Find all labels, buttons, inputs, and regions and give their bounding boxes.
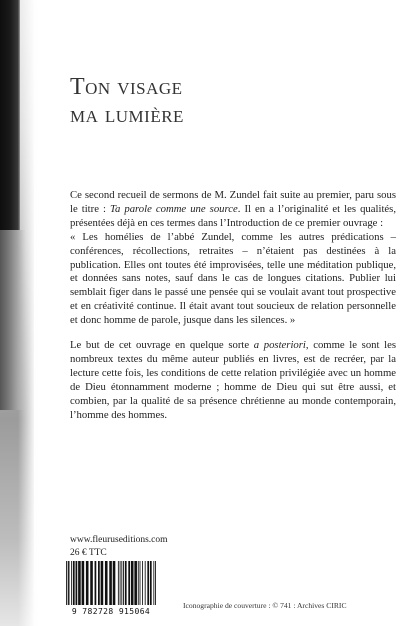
barcode-bar xyxy=(140,561,141,605)
barcode-bar xyxy=(113,561,116,605)
barcode-bar xyxy=(105,561,108,605)
isbn-number: 9 782728 915064 xyxy=(71,607,151,616)
barcode-bar xyxy=(68,561,69,605)
blurb xyxy=(70,189,396,423)
title-line-1: Ton visage xyxy=(70,74,183,100)
barcode-bar xyxy=(71,561,72,605)
barcode-bar xyxy=(73,561,75,605)
blurb-paragraph-1 xyxy=(70,189,396,328)
cover-photo-edge xyxy=(0,0,34,626)
barcode-bar xyxy=(78,561,81,605)
barcode-bar xyxy=(155,561,156,605)
cover-credit: Iconographie de couverture : © 741 : Archives CIRIC xyxy=(183,601,347,610)
blurb-p2-text-b: , comme le sont les nombreux textes du même auteur publiés en livres, est de recréer, par la lecture cette fois, les conditions de cette relation privilégiée avec un homme de Dieu étonnamment moderne ; homme de Dieu qui sut être aussi, et combien, par la qualité de sa présence chrétienne au monde contemporain, l’homme des hommes. xyxy=(70,339,396,421)
barcode-bar xyxy=(101,561,104,605)
barcode-bar xyxy=(147,561,149,605)
barcode-bar xyxy=(134,561,137,605)
price: 26 € TTC xyxy=(70,548,107,558)
barcode-bar xyxy=(138,561,139,605)
barcode-bar xyxy=(95,561,97,605)
barcode-bar xyxy=(76,561,78,605)
book-title xyxy=(70,73,370,129)
blurb-p1-text-a: Ce second recueil de sermons de M. Zundel fait suite au premier, paru sous le titre : xyxy=(70,189,396,215)
blurb-p1-italic-title: Ta parole comme une source xyxy=(110,202,238,215)
blurb-p1-text-b: . Il en a l’originalité et les qualités, présentées déjà en ces termes dans l’Introduction de ce premier ouvrage : xyxy=(70,202,396,229)
barcode-bar xyxy=(98,561,100,605)
barcode-bar xyxy=(69,561,70,605)
publisher-url[interactable]: www.fleuruseditions.com xyxy=(70,535,168,545)
barcode-bar xyxy=(82,561,85,605)
title-line-2: ma lumière xyxy=(70,102,184,128)
barcode-bar xyxy=(109,561,112,605)
barcode-bar xyxy=(131,561,134,605)
barcode-bar xyxy=(153,561,154,605)
barcode-bar xyxy=(121,561,122,605)
barcode-bar xyxy=(86,561,89,605)
barcode-bar xyxy=(123,561,124,605)
barcode-bar xyxy=(142,561,143,605)
barcode-bar xyxy=(125,561,127,605)
barcode-bar xyxy=(150,561,152,605)
blurb-p1-quote: « Les homélies de l’abbé Zundel, comme les autres prédications – conférences, récollections, retraites – n’étaient pas destinées à la publication. Elles ont toutes été improvisées, telle une méditation publique, et données sans notes, sauf dans le cas de longues citations. Publier lui semblait figer dans le passé une pensée qui se voulait avant tout prospective et en créativité continue. Il était avant tout soucieux de relation personnelle et donc homme de parole, jusque dans les silences. » xyxy=(70,230,396,327)
barcode-bars xyxy=(62,561,160,607)
barcode-bar xyxy=(128,561,130,605)
blurb-p2-text-a: Le but de cet ouvrage en quelque sorte xyxy=(70,339,254,352)
barcode-bar xyxy=(120,561,121,605)
barcode-bar xyxy=(118,561,119,605)
barcode-bar xyxy=(90,561,93,605)
blurb-p2-italic: a posteriori xyxy=(253,339,306,352)
blurb-paragraph-2 xyxy=(70,339,396,422)
barcode-bar xyxy=(66,561,67,605)
barcode-bar xyxy=(145,561,146,605)
